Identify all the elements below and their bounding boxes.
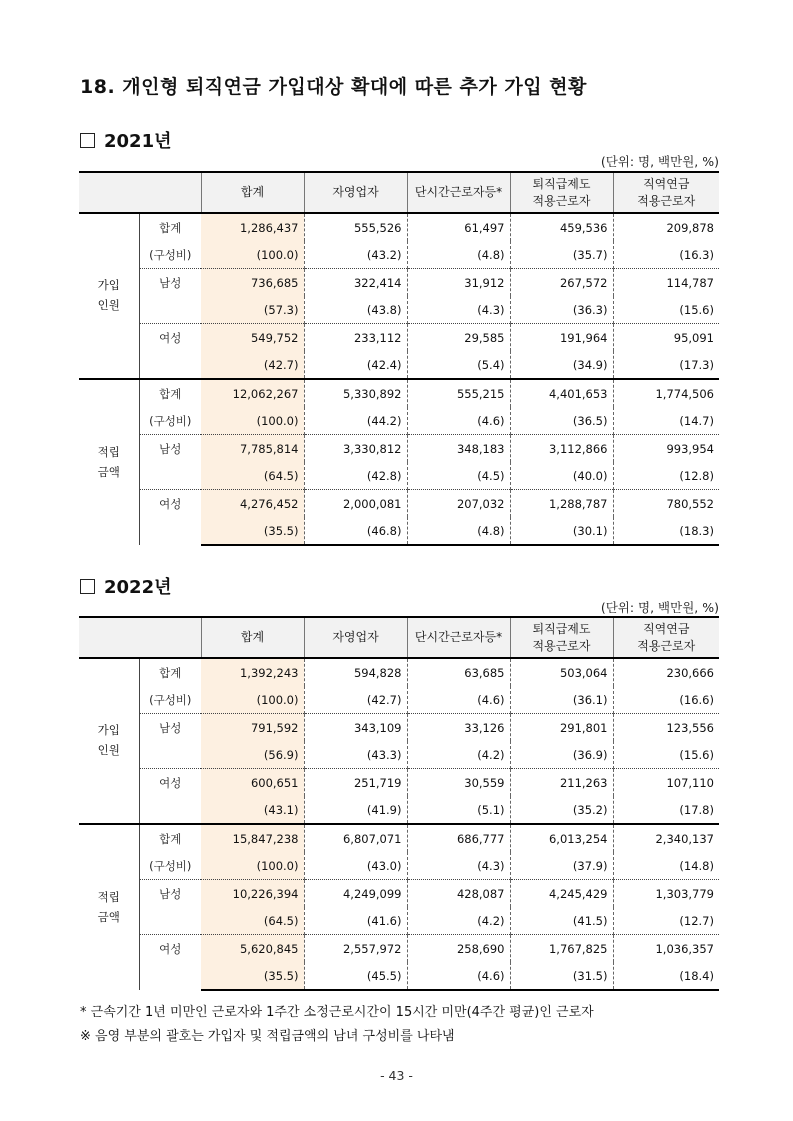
- table-cell: 1,288,787: [510, 490, 613, 518]
- table-cell: 3,112,866: [510, 435, 613, 463]
- table-cell: (18.4): [613, 962, 719, 990]
- table-row: [79, 324, 719, 352]
- table-cell: 780,552: [613, 490, 719, 518]
- table-cell: (44.2): [304, 407, 407, 435]
- footnote-asterisk: * 근속기간 1년 미만인 근로자와 1주간 소정근로시간이 15시간 미만(4주간 평균)인 근로자: [80, 1005, 594, 1020]
- table-cell: (5.4): [407, 351, 510, 379]
- table-cell: 4,401,653: [510, 379, 613, 407]
- row-label: 여성: [139, 935, 201, 991]
- table-row: [79, 880, 719, 908]
- table-cell: (42.8): [304, 462, 407, 490]
- row-label: 여성: [139, 490, 201, 546]
- table-row: [79, 769, 719, 797]
- unit-label: (단위: 명, 백만원, %): [600, 600, 719, 615]
- section-heading-2022: [80, 573, 172, 599]
- row-group-label: 적립 금액: [79, 824, 139, 990]
- table-cell: 5,330,892: [304, 379, 407, 407]
- section-year: 2022년: [104, 577, 172, 598]
- column-header: 합계: [201, 172, 304, 213]
- row-label: 합계: [139, 213, 201, 241]
- header-corner: [79, 617, 201, 658]
- row-group-label: 적립 금액: [79, 379, 139, 545]
- table-cell: (4.8): [407, 517, 510, 545]
- table-cell: (42.7): [201, 351, 304, 379]
- table-cell: (17.3): [679, 357, 714, 372]
- table-cell: 600,651: [201, 769, 304, 797]
- table-cell: (4.6): [407, 686, 510, 714]
- row-label: 합계: [139, 379, 201, 407]
- table-cell: 209,878: [613, 213, 719, 241]
- column-header: 퇴직급제도 적용근로자: [510, 617, 613, 658]
- table-cell: (41.6): [304, 907, 407, 935]
- table-cell: (56.9): [201, 741, 304, 769]
- table-cell: (35.5): [201, 962, 304, 990]
- column-header: 직역연금 적용근로자: [613, 172, 719, 213]
- table-cell: 4,249,099: [304, 880, 407, 908]
- table-cell: 594,828: [304, 658, 407, 686]
- table-cell: (41.9): [304, 796, 407, 824]
- table-cell: (41.5): [510, 907, 613, 935]
- footnote-shading: ※ 음영 부분의 괄호는 가입자 및 적립금액의 남녀 구성비를 나타냄: [80, 1029, 455, 1044]
- table-row: [79, 852, 719, 880]
- table-cell: (43.8): [304, 296, 407, 324]
- table-cell: 503,064: [510, 658, 613, 686]
- table-cell: (4.2): [407, 741, 510, 769]
- table-cell: (43.2): [304, 241, 407, 269]
- table-cell: (36.3): [510, 296, 613, 324]
- page-number: - 43 -: [380, 1068, 413, 1083]
- column-header: 합계: [201, 617, 304, 658]
- table-cell: 29,585: [407, 324, 510, 352]
- row-label: (구성비): [139, 852, 201, 880]
- table-cell: (31.5): [510, 962, 613, 990]
- table-cell: 348,183: [407, 435, 510, 463]
- table-cell: 555,526: [304, 213, 407, 241]
- table-cell: 15,847,238: [201, 824, 304, 852]
- table-cell: (4.2): [407, 907, 510, 935]
- table-cell: (43.3): [304, 741, 407, 769]
- table-row: [79, 658, 719, 686]
- table-cell: (35.7): [510, 241, 613, 269]
- table-cell: 2,557,972: [304, 935, 407, 963]
- table-cell: (43.0): [304, 852, 407, 880]
- table-cell: 1,303,779: [613, 880, 719, 908]
- table-cell: 230,666: [613, 658, 719, 686]
- table-row: [79, 935, 719, 963]
- table-cell: (100.0): [201, 852, 304, 880]
- table-cell: (34.9): [510, 351, 613, 379]
- table-cell: (100.0): [201, 407, 304, 435]
- table-cell: 291,801: [510, 714, 613, 742]
- row-group-label: 가입 인원: [79, 213, 139, 379]
- table-cell: 258,690: [407, 935, 510, 963]
- table-row: [79, 435, 719, 463]
- table-row: [79, 407, 719, 435]
- table-cell: 211,263: [510, 769, 613, 797]
- table-row: [79, 379, 719, 407]
- table-cell: (4.6): [407, 962, 510, 990]
- table-cell: (14.8): [679, 858, 714, 873]
- table-cell: (64.5): [201, 462, 304, 490]
- table-cell: (5.1): [407, 796, 510, 824]
- table-cell: 191,964: [510, 324, 613, 352]
- table-cell: 4,245,429: [510, 880, 613, 908]
- table-cell: (57.3): [201, 296, 304, 324]
- table-cell: 123,556: [613, 714, 719, 742]
- row-label: (구성비): [139, 686, 201, 714]
- table-cell: 322,414: [304, 269, 407, 297]
- table-cell: (45.5): [304, 962, 407, 990]
- table-cell: 791,592: [201, 714, 304, 742]
- table-cell: (35.2): [510, 796, 613, 824]
- table-cell: 736,685: [201, 269, 304, 297]
- column-header: 단시간근로자등*: [407, 617, 510, 658]
- table-cell: 459,536: [510, 213, 613, 241]
- table-cell: 428,087: [407, 880, 510, 908]
- table-cell: 1,767,825: [510, 935, 613, 963]
- table-row: [79, 686, 719, 714]
- table-cell: 1,774,506: [613, 379, 719, 407]
- table-row: [79, 824, 719, 852]
- table-cell: 114,787: [613, 269, 719, 297]
- row-label: 여성: [139, 769, 201, 825]
- section-heading-2021: [80, 127, 172, 153]
- table-cell: (17.8): [679, 802, 714, 817]
- table-cell: (100.0): [201, 686, 304, 714]
- data-table-2021: [79, 171, 719, 546]
- column-header: 직역연금 적용근로자: [613, 617, 719, 658]
- data-table-2022: [79, 616, 719, 991]
- row-label: (구성비): [139, 407, 201, 435]
- table-cell: 61,497: [407, 213, 510, 241]
- table-cell: 12,062,267: [201, 379, 304, 407]
- table-cell: 63,685: [407, 658, 510, 686]
- unit-label: (단위: 명, 백만원, %): [600, 154, 719, 169]
- checkbox-square-icon: [80, 579, 95, 594]
- table-cell: (4.5): [407, 462, 510, 490]
- table-cell: (36.9): [510, 741, 613, 769]
- row-label: (구성비): [139, 241, 201, 269]
- document-title: 18. 개인형 퇴직연금 가입대상 확대에 따른 추가 가입 현황: [80, 76, 587, 98]
- table-cell: 555,215: [407, 379, 510, 407]
- table-cell: (15.6): [679, 302, 714, 317]
- row-label: 합계: [139, 824, 201, 852]
- table-cell: (42.4): [304, 351, 407, 379]
- row-label: 남성: [139, 269, 201, 324]
- table-cell: (37.9): [510, 852, 613, 880]
- table-row: [79, 213, 719, 241]
- table-cell: (4.3): [407, 852, 510, 880]
- section-year: 2021년: [104, 131, 172, 152]
- table-cell: 10,226,394: [201, 880, 304, 908]
- table-cell: 1,036,357: [613, 935, 719, 963]
- column-header: 자영업자: [304, 617, 407, 658]
- table-cell: 95,091: [613, 324, 719, 352]
- table-cell: (16.6): [679, 692, 714, 707]
- table-cell: 251,719: [304, 769, 407, 797]
- table-cell: 107,110: [613, 769, 719, 797]
- table-cell: (15.6): [679, 747, 714, 762]
- table-cell: (4.3): [407, 296, 510, 324]
- header-corner: [79, 172, 201, 213]
- table-cell: 5,620,845: [201, 935, 304, 963]
- table-cell: 7,785,814: [201, 435, 304, 463]
- table-cell: 233,112: [304, 324, 407, 352]
- table-cell: (46.8): [304, 517, 407, 545]
- column-header: 자영업자: [304, 172, 407, 213]
- row-label: 남성: [139, 435, 201, 490]
- table-cell: 1,392,243: [201, 658, 304, 686]
- table-cell: 267,572: [510, 269, 613, 297]
- row-label: 합계: [139, 658, 201, 686]
- table-cell: 31,912: [407, 269, 510, 297]
- row-group-label: 가입 인원: [79, 658, 139, 824]
- table-cell: 343,109: [304, 714, 407, 742]
- checkbox-square-icon: [80, 133, 95, 148]
- column-header: 퇴직급제도 적용근로자: [510, 172, 613, 213]
- table-cell: (36.1): [510, 686, 613, 714]
- table-cell: (4.6): [407, 407, 510, 435]
- table-cell: 33,126: [407, 714, 510, 742]
- table-cell: (18.3): [613, 517, 719, 545]
- row-label: 남성: [139, 714, 201, 769]
- row-label: 여성: [139, 324, 201, 380]
- table-cell: 993,954: [613, 435, 719, 463]
- table-cell: (43.1): [201, 796, 304, 824]
- table-row: [79, 490, 719, 518]
- row-label: 남성: [139, 880, 201, 935]
- table-cell: (42.7): [304, 686, 407, 714]
- table-cell: 3,330,812: [304, 435, 407, 463]
- table-cell: 6,807,071: [304, 824, 407, 852]
- table-cell: 2,000,081: [304, 490, 407, 518]
- header-row: [79, 617, 719, 658]
- table-row: [79, 714, 719, 742]
- table-cell: (16.3): [679, 247, 714, 262]
- table-cell: (35.5): [201, 517, 304, 545]
- table-cell: 6,013,254: [510, 824, 613, 852]
- table-cell: (14.7): [679, 413, 714, 428]
- table-row: [79, 269, 719, 297]
- table-cell: (36.5): [510, 407, 613, 435]
- table-cell: 30,559: [407, 769, 510, 797]
- header-row: [79, 172, 719, 213]
- table-cell: (100.0): [201, 241, 304, 269]
- column-header: 단시간근로자등*: [407, 172, 510, 213]
- table-cell: (64.5): [201, 907, 304, 935]
- table-cell: (4.8): [407, 241, 510, 269]
- table-cell: 4,276,452: [201, 490, 304, 518]
- table-cell: 207,032: [407, 490, 510, 518]
- table-cell: 1,286,437: [201, 213, 304, 241]
- table-cell: 549,752: [201, 324, 304, 352]
- table-cell: 2,340,137: [613, 824, 719, 852]
- table-cell: 686,777: [407, 824, 510, 852]
- table-cell: (40.0): [510, 462, 613, 490]
- table-cell: (12.7): [679, 913, 714, 928]
- table-row: [79, 241, 719, 269]
- table-cell: (30.1): [510, 517, 613, 545]
- table-cell: (12.8): [679, 468, 714, 483]
